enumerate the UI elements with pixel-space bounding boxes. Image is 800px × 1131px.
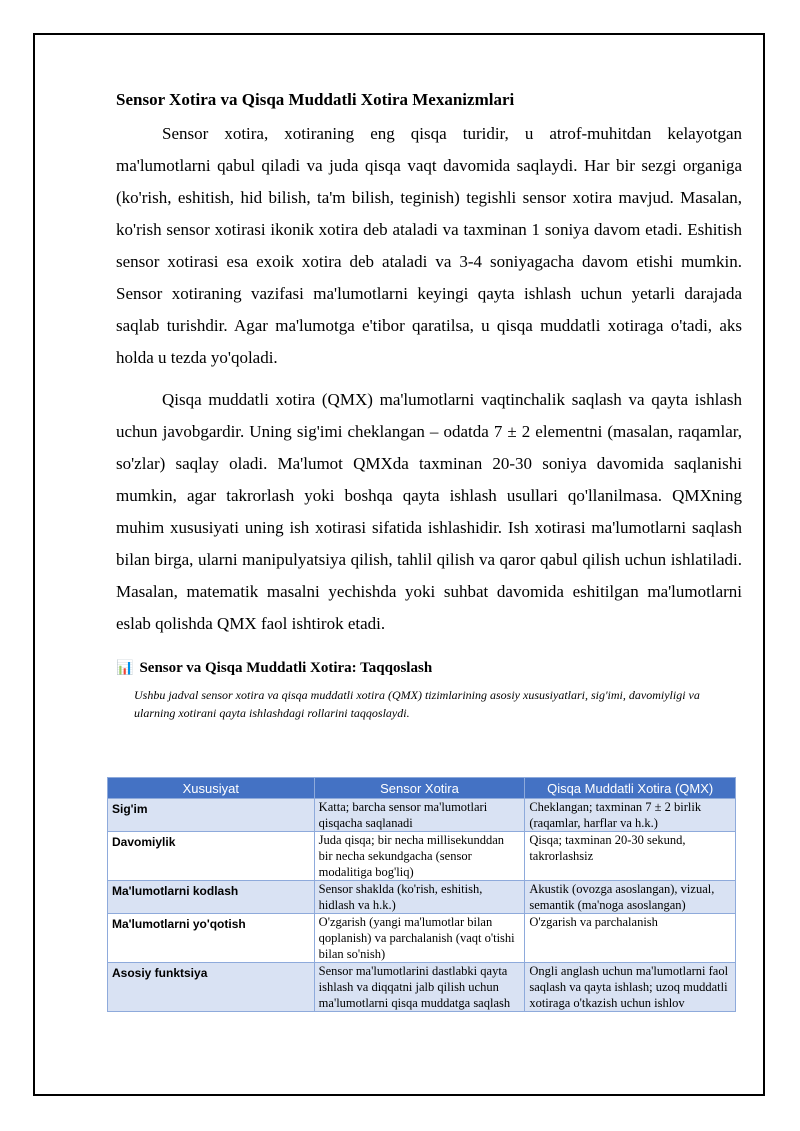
column-header: Sensor Xotira xyxy=(314,778,525,799)
table-heading-text: Sensor va Qisqa Muddatli Xotira: Taqqoslash xyxy=(139,660,433,676)
table-row xyxy=(108,963,736,1012)
table-cell: Akustik (ovozga asoslangan), vizual, semantik (ma'noga asoslangan) xyxy=(525,881,736,914)
table-cell: Katta; barcha sensor ma'lumotlari qisqacha saqlanadi xyxy=(314,799,525,832)
table-cell: Asosiy funktsiya xyxy=(108,963,315,1012)
table-cell: Ongli anglash uchun ma'lumotlarni faol saqlash va qayta ishlash; uzoq muddatli xotiraga o'tkazish uchun ishlov xyxy=(525,963,736,1012)
comparison-table xyxy=(107,777,736,1012)
column-header: Qisqa Muddatli Xotira (QMX) xyxy=(525,778,736,799)
table-cell: Sensor shaklda (ko'rish, eshitish, hidlash va h.k.) xyxy=(314,881,525,914)
table-heading xyxy=(116,658,742,678)
table-cell: Sig'im xyxy=(108,799,315,832)
table-row xyxy=(108,881,736,914)
table-cell: Juda qisqa; bir necha millisekunddan bir necha sekundgacha (sensor modalitiga bog'liq) xyxy=(314,832,525,881)
table-cell: O'zgarish va parchalanish xyxy=(525,914,736,963)
table-cell: Ma'lumotlarni kodlash xyxy=(108,881,315,914)
column-header: Xususiyat xyxy=(108,778,315,799)
table-row xyxy=(108,799,736,832)
document-body xyxy=(116,86,742,728)
table-cell: Qisqa; taxminan 20-30 sekund, takrorlashsiz xyxy=(525,832,736,881)
bar-chart-icon: 📊 xyxy=(116,660,134,676)
table-cell: Sensor ma'lumotlarini dastlabki qayta ishlash va diqqatni jalb qilish uchun ma'lumotlarni qisqa muddatga saqlash xyxy=(314,963,525,1012)
table-cell: Ma'lumotlarni yo'qotish xyxy=(108,914,315,963)
table-row xyxy=(108,832,736,881)
table-header-row xyxy=(108,778,736,799)
paragraph-short-term-memory: Qisqa muddatli xotira (QMX) ma'lumotlarni vaqtinchalik saqlash va qayta ishlash uchun javobgardir. Uning sig'imi cheklangan – odatda 7 ± 2 elementni (masalan, raqamlar, so'zlar) saqlay oladi. Ma'lumot QMXda taxminan 20-30 soniya davomida saqlanishi mumkin, agar takrorlash yoki boshqa qayta ishlash usullari qo'llanilmasa. QMXning muhim xususiyati uning ish xotirasi sifatida ishlashidir. Ish xotirasi ma'lumotlarni saqlash bilan birga, ularni manipulyatsiya qilish, tahlil qilish va qaror qabul qilish uchun ishlatiladi. Masalan, matematik masalni yechishda yoki suhbat davomida eshitilgan ma'lumotlarni eslab qolishda QMX faol ishtirok etadi. xyxy=(116,390,742,633)
table-cell: Cheklangan; taxminan 7 ± 2 birlik (raqamlar, harflar va h.k.) xyxy=(525,799,736,832)
paragraph-sensor-memory: Sensor xotira, xotiraning eng qisqa turidir, u atrof-muhitdan kelayotgan ma'lumotlarni qabul qiladi va juda qisqa vaqt davomida saqlaydi. Har bir sezgi organiga (ko'rish, eshitish, hid bilish, ta'm bilish, teginish) tegishli sensor xotira mavjud. Masalan, ko'rish sensor xotirasi ikonik xotira deb ataladi va taxminan 1 soniya davom etadi. Eshitish sensor xotirasi esa exoik xotira deb ataladi va 3-4 soniyagacha davom etishi mumkin. Sensor xotiraning vazifasi ma'lumotlarni keyingi qayta ishlash uchun yetarli darajada saqlab turishdir. Agar ma'lumotga e'tibor qaratilsa, u qisqa muddatli xotiraga o'tadi, aks holda u tezda yo'qoladi. xyxy=(116,124,742,367)
table-caption: Ushbu jadval sensor xotira va qisqa muddatli xotira (QMX) tizimlarining asosiy xususiyatlari, sig'imi, davomiyligi va ularning xotirani qayta ishlashdagi rollarini taqqoslaydi. xyxy=(134,688,700,720)
table-cell: O'zgarish (yangi ma'lumotlar bilan qoplanish) va parchalanish (vaqt o'tishi bilan so'nish) xyxy=(314,914,525,963)
table-row xyxy=(108,914,736,963)
document-title: Sensor Xotira va Qisqa Muddatli Xotira Mexanizmlari xyxy=(116,90,515,109)
table-cell: Davomiylik xyxy=(108,832,315,881)
